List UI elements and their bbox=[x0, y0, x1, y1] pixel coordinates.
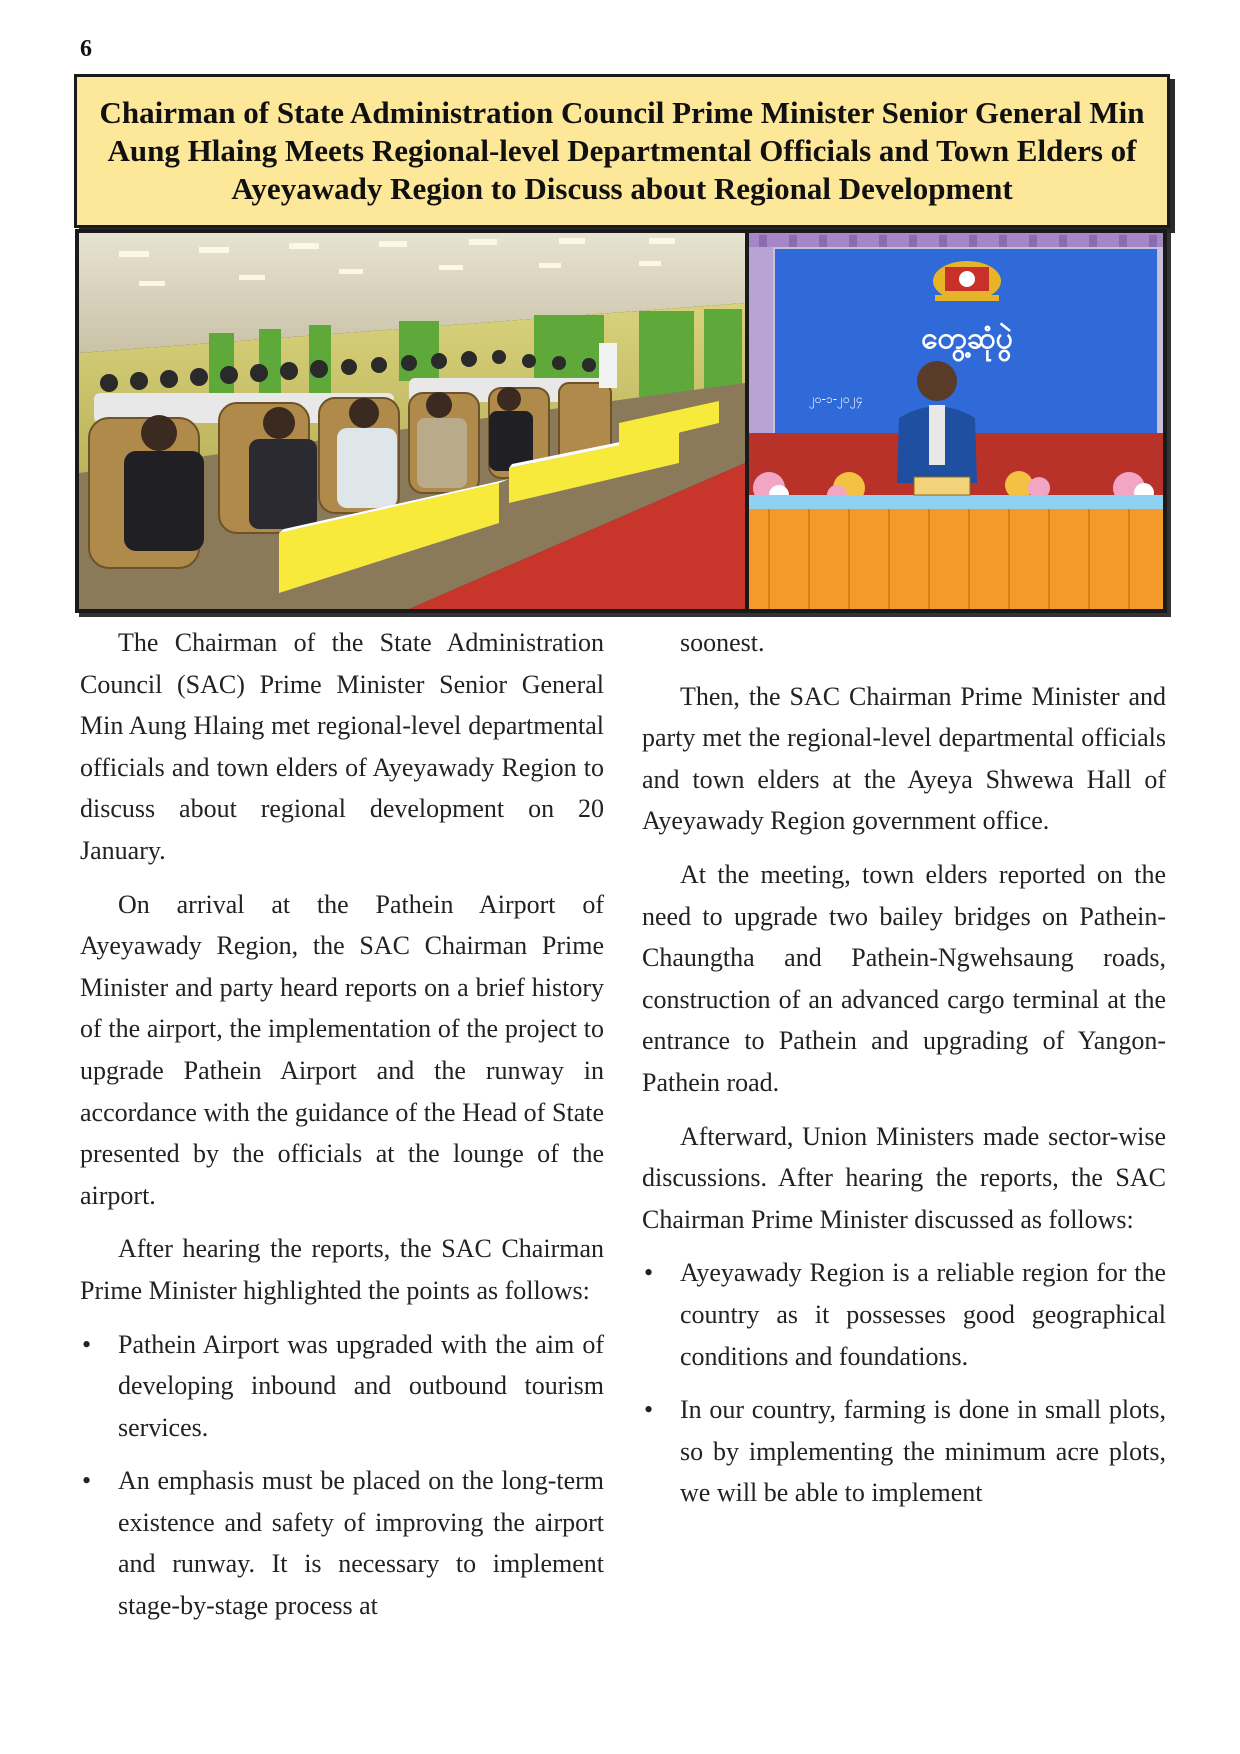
bullet-list bbox=[80, 1324, 604, 1627]
photo-strip bbox=[75, 229, 1167, 613]
bullet-icon: • bbox=[82, 1329, 92, 1359]
list-item bbox=[642, 1389, 1166, 1514]
list-item-text: An emphasis must be placed on the long-term existence and safety of improving the airport and runway. It is necessary to implement stage-by-stage process at bbox=[118, 1466, 604, 1621]
headline-box bbox=[74, 74, 1170, 228]
headline: Chairman of State Administration Council Prime Minister Senior General Min Aung Hlaing Meets Regional-level Departmental Officials and Town Elders of Ayeyawady Region to Discuss about Regional Development bbox=[99, 95, 1145, 206]
paragraph: The Chairman of the State Administration Council (SAC) Prime Minister Senior General Min Aung Hlaing met regional-level departmental officials and town elders of Ayeyawady Region to discuss about regional development on 20 January. bbox=[80, 628, 604, 865]
bullet-icon: • bbox=[644, 1395, 654, 1425]
bullet-list bbox=[642, 1252, 1166, 1514]
list-item-text: In our country, farming is done in small plots, so by implementing the minimum acre plots, we will be able to implement bbox=[680, 1395, 1166, 1508]
state-emblem-icon bbox=[933, 261, 1001, 301]
paragraph: Afterward, Union Ministers made sector-wise discussions. After hearing the reports, the SAC Chairman Prime Minister discussed as follows: bbox=[642, 1121, 1166, 1234]
paragraph: At the meeting, town elders reported on the need to upgrade two bailey bridges on Pathein-Chaungtha and Pathein-Ngwehsaung roads, construction of an advanced cargo terminal at the entrance to Pathein and upgrading of Yangon-Pathein road. bbox=[642, 859, 1166, 1097]
list-item-text: Ayeyawady Region is a reliable region for the country as it possesses good geographical conditions and foundations. bbox=[680, 1258, 1166, 1371]
paragraph: On arrival at the Pathein Airport of Ayeyawady Region, the SAC Chairman Prime Minister and party heard reports on a brief history of the airport, the implementation of the project to upgrade Pathein Airport and the runway in accordance with the guidance of the Head of State presented by the officials at the lounge of the airport. bbox=[80, 889, 604, 1210]
right-column bbox=[642, 622, 1166, 1526]
page-number: 6 bbox=[80, 36, 92, 62]
meeting-hall-photo bbox=[79, 233, 745, 609]
leader-speaking-photo bbox=[749, 233, 1163, 609]
screen-date: ၂၀-၁-၂၀၂၄ bbox=[809, 392, 863, 406]
bullet-icon: • bbox=[82, 1466, 92, 1496]
paragraph: After hearing the reports, the SAC Chairman Prime Minister highlighted the points as follows: bbox=[80, 1234, 604, 1305]
screen-title: တွေ့ဆုံပွဲ bbox=[921, 321, 1013, 356]
list-item bbox=[642, 1252, 1166, 1377]
paragraph-continuation: soonest. bbox=[680, 628, 765, 657]
paragraph: Then, the SAC Chairman Prime Minister and party met the regional-level departmental officials and town elders at the Ayeya Shwewa Hall of Ayeyawady Region government office. bbox=[642, 681, 1166, 836]
left-column bbox=[80, 622, 604, 1639]
bullet-icon: • bbox=[644, 1258, 654, 1288]
list-item bbox=[80, 1460, 604, 1626]
list-item bbox=[80, 1324, 604, 1449]
list-item-text: Pathein Airport was upgraded with the aim of developing inbound and outbound tourism services. bbox=[118, 1329, 604, 1442]
